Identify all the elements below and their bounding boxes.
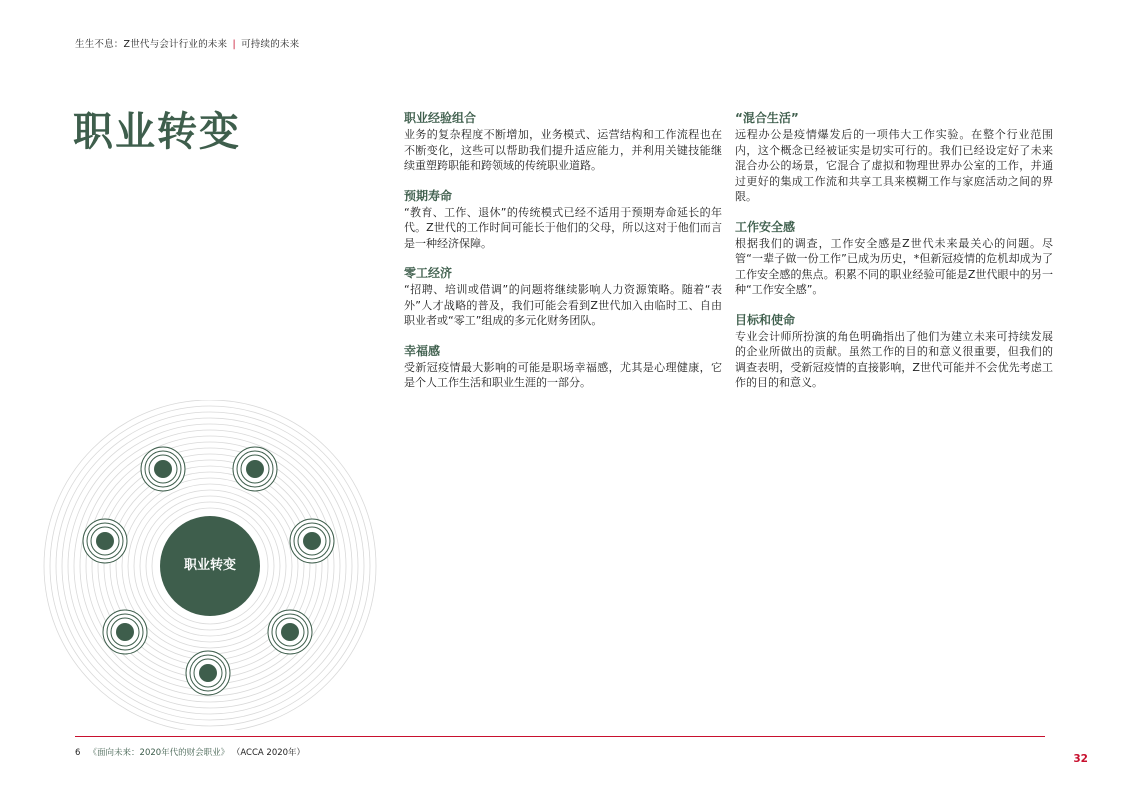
section-wellbeing (404, 343, 722, 391)
section-heading: 工作安全感 (735, 219, 796, 234)
satellite-node (141, 447, 185, 491)
section-purpose-mission (735, 312, 1053, 391)
header-title: 生生不息：Z世代与会计行业的未来 (75, 39, 228, 50)
section-career-portfolio (404, 110, 722, 174)
section-body: 专业会计师所扮演的角色明确指出了他们为建立未来可持续发展的企业所做出的贡献。虽然工作的目的和意义很重要，但我们的调查表明，受新冠疫情的直接影响，Z世代可能并不会优先考虑工作的目的和意义。 (735, 329, 1053, 389)
section-hybrid-life (735, 110, 1053, 205)
footnote-source: （ACCA 2020年） (231, 748, 306, 758)
running-header (75, 36, 299, 50)
section-heading: 零工经济 (404, 266, 453, 280)
section-gig-economy (404, 265, 722, 329)
right-text-column (735, 110, 1053, 405)
footnote-number: 6 (75, 748, 81, 758)
header-subtitle: 可持续的未来 (241, 39, 300, 50)
section-life-expectancy (404, 188, 722, 252)
center-label: 职业转变 (183, 558, 236, 573)
footnote-publication: 《面向未来：2020年代的财会职业》 (88, 748, 230, 758)
satellite-node (186, 651, 230, 695)
section-body: 业务的复杂程度不断增加，业务模式、运营结构和工作流程也在不断变化，这些可以帮助我们提升适应能力，并利用关键技能继续重塑跨职能和跨领域的传统职业道路。 (404, 128, 722, 172)
section-heading: “混合生活” (735, 111, 799, 125)
section-body: 受新冠疫情最大影响的可能是职场幸福感，尤其是心理健康，它是个人工作生活和职业生涯的一部分。 (404, 360, 722, 389)
satellite-node (83, 519, 127, 563)
section-body: 根据我们的调查，工作安全感是Z世代未来最关心的问题。尽管“一辈子做一份工作”已成为历史，*但新冠疫情的危机却成为了工作安全感的焦点。积累不同的职业经验可能是Z世代眼中的另一种“工作安全感”。 (735, 236, 1053, 296)
section-body: 远程办公是疫情爆发后的一项伟大工作实验。在整个行业范围内，这个概念已经被证实是切实可行的。我们已经设定好了未来混合办公的场景，它混合了虚拟和物理世界办公室的工作，并通过更好的集成工作流和共享工具来模糊工作与家庭活动之间的界限。 (735, 128, 1053, 203)
footnote (75, 746, 305, 758)
satellite-node (103, 610, 147, 654)
page-number: 32 (1073, 753, 1088, 765)
section-heading: 预期寿命 (404, 188, 453, 203)
section-heading: 幸福感 (404, 343, 441, 358)
footer-divider (75, 736, 1045, 737)
satellite-node (290, 519, 334, 563)
section-heading: 目标和使命 (735, 312, 796, 327)
section-body: “招聘、培训或借调”的问题将继续影响人力资源策略。随着“表外”人才战略的普及，我们可能会看到Z世代加入由临时工、自由职业者或“零工”组成的多元化财务团队。 (404, 283, 722, 327)
left-text-column (404, 110, 722, 405)
satellite-node (233, 447, 277, 491)
page-title: 职业转变 (73, 109, 241, 155)
section-body: “教育、工作、退休”的传统模式已经不适用于预期寿命延长的年代。Z世代的工作时间可能长于他们的父母，所以这对于他们而言是一种经济保障。 (404, 205, 722, 250)
header-separator: | (232, 39, 236, 50)
satellite-node (268, 610, 312, 654)
section-heading: 职业经验组合 (404, 111, 477, 125)
section-job-security (735, 219, 1053, 298)
